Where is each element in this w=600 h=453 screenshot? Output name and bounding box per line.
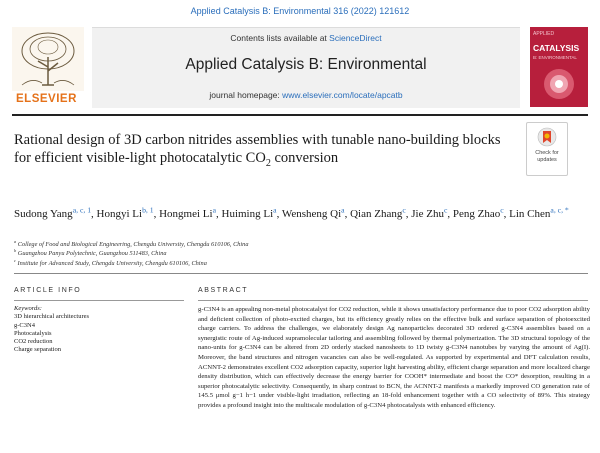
keyword-item[interactable]: g-C3N4: [14, 321, 35, 329]
header-divider: [12, 114, 588, 116]
keyword-item[interactable]: 3D hierarchical architectures: [14, 313, 90, 321]
cover-art-icon: [536, 65, 582, 103]
author-name[interactable]: Huiming Li: [221, 208, 274, 220]
keyword-item[interactable]: Photocatalysis: [14, 329, 52, 337]
section-divider: [14, 273, 588, 274]
cover-sub-text: B: ENVIRONMENTAL: [533, 55, 577, 60]
author-name[interactable]: Sudong Yang: [14, 208, 73, 220]
author-separator: ,: [276, 208, 282, 220]
author-list: [14, 207, 574, 222]
abstract-text: g-C3N4 is an appealing non-metal photocatalyst for CO2 reduction, while it shows unsatisfactory performance due to poor CO2 adsorption ability and deficient collection of photo-excited charges, but its efficiency greatly relies on the effective bulk and surface separation of photoexcited charge carriers. To address the challenges, we elaborately design Ag nanoparticles decorated 3D ordered g-C3N4 assemblies based on a synergistic route of Ag-induced supramolecular tailoring and assembling followed by thermal polymerization. The 3D structural topology of the nano-units for g-C3N4 can be altered from 2D orderly stacked nanosheets to 1D twisty g-C3N4 nanotubes by varying the amount of Ag(I). Moreover, the band structures and nitrogen vacancies can also be well-regulated. As supported by experimental and DFT calculation results, ACNNT-2 demonstrates excellent CO2 adsorption capacity, superior light harvesting ability, efficient charge separation and more localized charge density distribution, which can effectively decrease the energy barrier for COOH* intermediate and boost the CO* desorption, resulting in a superior photocatalytic selectivity. Consequently, in sharp contrast to BCN, the ACNNT-2 manifests a markedly improved CO generation rate of 145.5 μmol g−1 h−1 under visible-light irradiation, reflecting an 18-fold enhancement together with a CO selectivity of 89%. This strategy provides a profound insight into the multiscale modulation of g-C3N4 photocatalysis with enhanced efficiency.: [198, 306, 590, 409]
contents-prefix: Contents lists available at: [230, 33, 330, 43]
author-affiliation-mark[interactable]: a, c, *: [550, 205, 569, 215]
abstract-heading: ABSTRACT: [198, 287, 249, 294]
homepage-link[interactable]: www.elsevier.com/locate/apcatb: [282, 90, 403, 100]
author-name[interactable]: Lin Chen: [509, 208, 551, 220]
author-separator: ,: [91, 208, 97, 220]
author-affiliation-mark[interactable]: c: [443, 205, 448, 215]
homepage-prefix: journal homepage:: [209, 90, 283, 100]
publisher-name: ELSEVIER: [16, 93, 77, 105]
abstract-divider: [198, 300, 588, 301]
journal-reference[interactable]: Applied Catalysis B: Environmental 316 (2022) 121612: [190, 6, 410, 16]
affiliation-item: [14, 249, 574, 258]
cover-title-text: CATALYSIS: [533, 43, 580, 53]
affiliation-text: Institute for Advanced Study, Chengdu University, Chengdu 610106, China: [15, 259, 207, 267]
journal-title: Applied Catalysis B: Environmental: [185, 56, 427, 73]
title-text: Rational design of 3D carbon nitrides assemblies with tunable nano-building blocks for efficient visible-light photocatalytic CO: [14, 132, 501, 166]
affiliation-item: [14, 259, 574, 268]
affiliation-text: College of Food and Biological Engineering, Chengdu University, Chengdu 610106, China: [16, 241, 249, 248]
cover-top-text: APPLIED: [533, 31, 555, 37]
author-separator: ,: [405, 208, 412, 220]
affiliation-text: Guangzhou Panyu Polytechnic, Guangzhou 511483, China: [16, 250, 167, 258]
author-name[interactable]: Jie Zhu: [411, 208, 444, 220]
keyword-item[interactable]: CO2 reduction: [14, 338, 53, 346]
journal-masthead: [12, 27, 588, 113]
author-separator: ,: [503, 208, 510, 220]
check-for-updates-button[interactable]: [526, 122, 568, 176]
author-separator: ,: [153, 208, 160, 220]
keywords-label: Keywords:: [14, 305, 42, 312]
article-info-heading: ARTICLE INFO: [14, 287, 82, 294]
homepage-line: [92, 90, 520, 100]
affiliation-mark: b: [14, 248, 17, 254]
article-info-divider: [14, 300, 184, 301]
author-affiliation-mark[interactable]: a: [341, 205, 345, 215]
author-affiliation-mark[interactable]: c: [500, 205, 504, 215]
author-separator: ,: [344, 208, 351, 220]
affiliation-mark: c: [14, 257, 16, 263]
author-affiliation-mark[interactable]: a: [212, 205, 216, 215]
author-affiliation-mark[interactable]: b, 1: [142, 205, 154, 215]
author-affiliation-mark[interactable]: a, c, 1: [72, 205, 92, 215]
journal-header-box: [92, 27, 520, 108]
author-name[interactable]: Qian Zhang: [350, 208, 403, 220]
author-name[interactable]: Hongyi Li: [96, 208, 143, 220]
affiliations: [14, 240, 574, 268]
author-affiliation-mark[interactable]: c: [402, 205, 406, 215]
affiliation-mark: a: [14, 238, 17, 244]
title-text-end: conversion: [270, 149, 339, 166]
journal-cover-thumbnail[interactable]: [530, 27, 588, 107]
affiliation-item: [14, 240, 574, 249]
author-name[interactable]: Hongmei Li: [159, 208, 213, 220]
author-name[interactable]: Wensheng Qi: [281, 208, 342, 220]
article-title: [14, 132, 514, 167]
author-name[interactable]: Peng Zhao: [452, 208, 501, 220]
keyword-item[interactable]: Charge separation: [14, 346, 61, 354]
keywords-list: [14, 313, 184, 354]
check-updates-label: Check for updates: [535, 150, 559, 163]
keywords-block: [14, 305, 184, 355]
bookmark-badge-icon: [537, 127, 557, 149]
contents-line: [92, 33, 520, 43]
author-affiliation-mark[interactable]: a: [273, 205, 277, 215]
sciencedirect-link[interactable]: ScienceDirect: [329, 33, 382, 43]
author-separator: ,: [216, 208, 222, 220]
author-separator: ,: [447, 208, 453, 220]
title-subscript: 2: [265, 157, 271, 169]
